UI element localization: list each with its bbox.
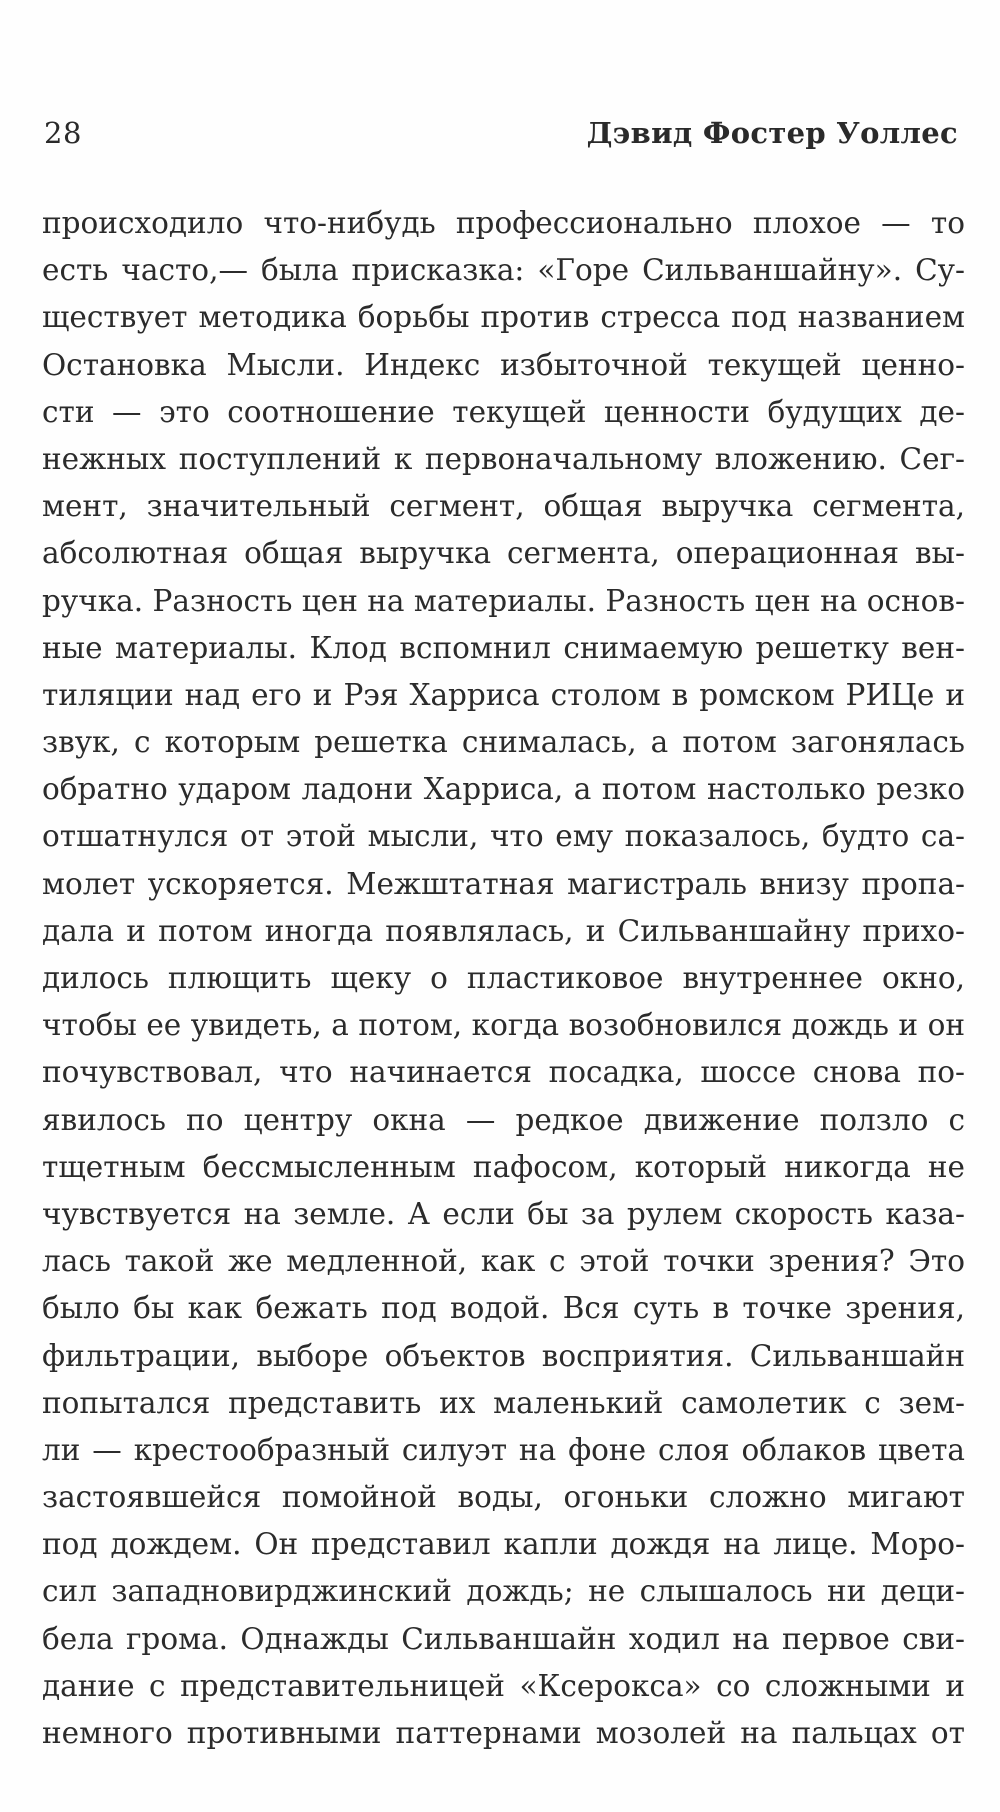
text-line: происходило что-нибудь профессионально плохое — то — [42, 206, 965, 240]
text-line: почувствовал, что начинается посадка, шоссе снова по- — [42, 1055, 965, 1090]
text-line: сил западновирджинский дождь; не слышалось ни деци- — [42, 1574, 965, 1609]
text-line: немного противными паттернами мозолей на пальцах от — [42, 1716, 965, 1750]
text-line: есть часто,— была присказка: «Горе Сильваншайну». Су- — [42, 253, 965, 288]
text-line: отшатнулся от этой мысли, что ему показалось, будто са- — [42, 819, 965, 854]
text-line: чувствуется на земле. А если бы за рулем скорость каза- — [42, 1196, 965, 1231]
text-line: ли — крестообразный силуэт на фоне слоя облаков цвета — [42, 1432, 965, 1467]
text-line: лась такой же медленной, как с этой точки зрения? Это — [42, 1244, 965, 1279]
text-line: нежных поступлений к первоначальному вложению. Сег- — [42, 441, 965, 476]
text-line: ные материалы. Клод вспомнил снимаемую решетку вен- — [42, 630, 965, 665]
text-line: дание с представительницей «Ксерокса» со сложными и — [42, 1668, 965, 1703]
text-line: абсолютная общая выручка сегмента, операционная вы- — [42, 536, 965, 571]
text-line: попытался представить их маленький самолетик с зем- — [42, 1385, 965, 1420]
text-line: дала и потом иногда появлялась, и Сильваншайну прихо- — [42, 913, 965, 948]
text-line: тщетным бессмысленным пафосом, который никогда не — [42, 1149, 965, 1184]
text-line: под дождем. Он представил капли дождя на лице. Моро- — [42, 1527, 965, 1562]
text-line: дилось плющить щеку о пластиковое внутреннее окно, — [42, 961, 965, 995]
text-line: мент, значительный сегмент, общая выручка сегмента, — [42, 489, 965, 524]
text-line: бела грома. Однажды Сильваншайн ходил на первое сви- — [42, 1621, 965, 1656]
text-line: ручка. Разность цен на материалы. Разность цен на основ- — [42, 583, 965, 618]
running-head-author: Дэвид Фостер Уоллес — [586, 116, 958, 150]
page-number: 28 — [44, 116, 82, 150]
text-line: было бы как бежать под водой. Вся суть в точке зрения, — [42, 1291, 965, 1326]
text-line: молет ускоряется. Межштатная магистраль внизу пропа- — [42, 866, 965, 901]
text-line: звук, с которым решетка снималась, а потом загонялась — [42, 725, 965, 760]
body-text — [42, 200, 965, 1757]
text-line: ществует методика борьбы против стресса под названием — [42, 300, 965, 335]
page-header — [44, 116, 958, 156]
text-line: явилось по центру окна — редкое движение ползло с — [42, 1102, 965, 1137]
text-line: обратно ударом ладони Харриса, а потом настолько резко — [42, 772, 965, 807]
text-line: чтобы ее увидеть, а потом, когда возобновился дождь и он — [42, 1008, 965, 1043]
text-line: сти — это соотношение текущей ценности будущих де- — [42, 394, 965, 429]
text-line: тиляции над его и Рэя Харриса столом в ромском РИЦе и — [42, 677, 965, 712]
text-line: застоявшейся помойной воды, огоньки сложно мигают — [42, 1480, 965, 1515]
text-line: Остановка Мысли. Индекс избыточной текущей ценно- — [42, 347, 965, 382]
text-line: фильтрации, выборе объектов восприятия. Сильваншайн — [42, 1338, 965, 1373]
